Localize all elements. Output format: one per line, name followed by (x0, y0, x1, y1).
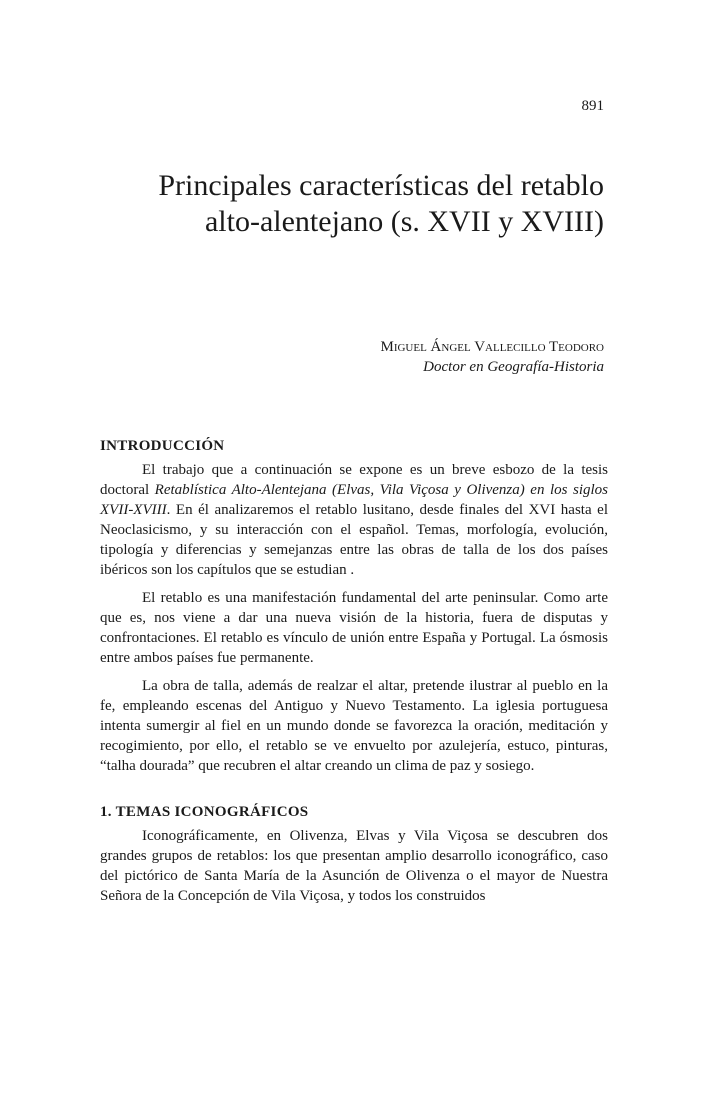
article-body (100, 436, 608, 906)
title-line-2: alto-alentejano (s. XVII y XVIII) (204, 205, 604, 238)
title-line-1: Principales características del retablo (158, 169, 604, 202)
author-name: Miguel Ángel Vallecillo Teodoro (380, 339, 604, 355)
author-block (380, 337, 604, 377)
paragraph (100, 460, 608, 580)
paragraph-text: El trabajo que a continuación se expone es un breve esbozo de la tesis doctoral (100, 462, 608, 498)
article-title (158, 168, 604, 240)
paragraph-text: . En él analizaremos el retablo lusitano, desde finales del XVI hasta el Neoclasicismo, y su interacción con el español. Temas, morfología, evolución, tipología y diferencias y semejanzas entre las obras de talla de los dos países ibéricos son los capítulos que se estudian . (100, 502, 608, 578)
page-number: 891 (581, 98, 604, 114)
paragraph: La obra de talla, además de realzar el altar, pretende ilustrar al pueblo en la fe, empleando escenas del Antiguo y Nuevo Testamento. La iglesia portuguesa intenta sumergir al fiel en un mundo donde se favorezca la oración, meditación y recogimiento, por ello, el retablo se ve envuelto por azulejería, estuco, pinturas, “talha dourada” que recubren el altar creando un clima de paz y sosiego. (100, 678, 608, 774)
section-heading-introduccion: INTRODUCCIÓN (100, 438, 225, 454)
section-heading-temas-iconograficos: 1. TEMAS ICONOGRÁFICOS (100, 804, 309, 820)
paragraph: Iconográficamente, en Olivenza, Elvas y Vila Viçosa se descubren dos grandes grupos de retablos: los que presentan amplio desarrollo iconográfico, caso del pictórico de Santa María de la Asunción de Olivenza o el mayor de Nuestra Señora de la Concepción de Vila Viçosa, y todos los construidos (100, 828, 608, 904)
paragraph: El retablo es una manifestación fundamental del arte peninsular. Como arte que es, nos viene a dar una nueva visión de la historia, fuera de disputas y confrontaciones. El retablo es vínculo de unión entre España y Portugal. La ósmosis entre ambos países fue permanente. (100, 590, 608, 666)
thesis-title: Retablística Alto-Alentejana (Elvas, Vila Viçosa y Olivenza) en los siglos XVII-XVIII (100, 482, 608, 518)
author-role: Doctor en Geografía-Historia (423, 359, 604, 375)
